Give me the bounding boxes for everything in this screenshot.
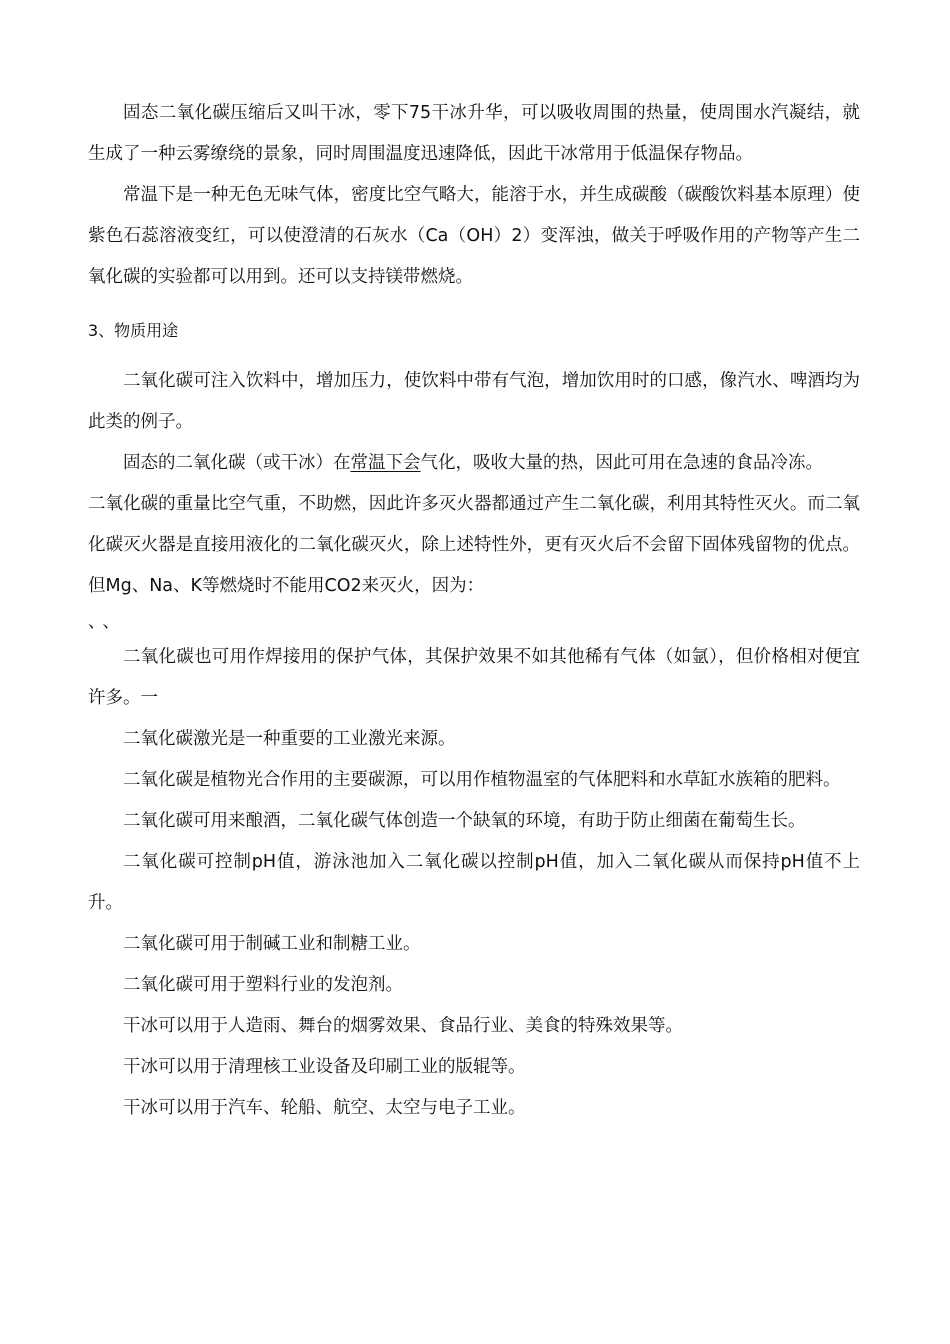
paragraph-alkali-sugar: 二氧化碳可用于制碱工业和制糖工业。 bbox=[123, 934, 421, 954]
paragraph-ph-control: 二氧化碳可控制pH值，游泳池加入二氧化碳以控制pH值，加入二氧化碳从而保持pH值不上升。 bbox=[88, 852, 860, 913]
paragraph-cleaning: 干冰可以用于清理核工业设备及印刷工业的版辊等。 bbox=[123, 1057, 526, 1077]
document-page bbox=[88, 93, 860, 1129]
paragraph-beverages: 二氧化碳可注入饮料中，增加压力，使饮料中带有气泡，增加饮用时的口感，像汽水、啤酒均为此类的例子。 bbox=[88, 371, 860, 432]
freezing-text-start: 固态的二氧化碳（或干冰）在 bbox=[123, 453, 351, 473]
paragraph-properties: 常温下是一种无色无味气体，密度比空气略大，能溶于水，并生成碳酸（碳酸饮料基本原理）使紫色石蕊溶液变红，可以使澄清的石灰水（Ca（OH）2）变浑浊，做关于呼吸作用的产物等产生二氧化碳的实验都可以用到。还可以支持镁带燃烧。 bbox=[88, 185, 860, 287]
paragraph-photosynthesis: 二氧化碳是植物光合作用的主要碳源，可以用作植物温室的气体肥料和水草缸水族箱的肥料。 bbox=[123, 770, 841, 790]
paragraph-artificial-rain: 干冰可以用于人造雨、舞台的烟雾效果、食品行业、美食的特殊效果等。 bbox=[123, 1016, 683, 1036]
paragraph-dry-ice: 固态二氧化碳压缩后又叫干冰，零下75干冰升华，可以吸收周围的热量，使周围水汽凝结，就生成了一种云雾缭绕的景象，同时周围温度迅速降低，因此干冰常用于低温保存物品。 bbox=[88, 103, 860, 164]
paragraph-wine: 二氧化碳可用来酿酒，二氧化碳气体创造一个缺氧的环境，有助于防止细菌在葡萄生长。 bbox=[123, 811, 806, 831]
paragraph-plastics: 二氧化碳可用于塑料行业的发泡剂。 bbox=[123, 975, 403, 995]
freezing-text-end: 气化，吸收大量的热，因此可用在急速的食品冷冻。 bbox=[420, 453, 823, 473]
paragraph-industries: 干冰可以用于汽车、轮船、航空、太空与电子工业。 bbox=[123, 1098, 526, 1118]
paragraph-laser: 二氧化碳激光是一种重要的工业激光来源。 bbox=[123, 729, 456, 749]
paragraph-freezing bbox=[88, 443, 860, 484]
paragraph-welding: 二氧化碳也可用作焊接用的保护气体，其保护效果不如其他稀有气体（如氩），但价格相对便宜许多。一 bbox=[88, 647, 860, 708]
underlined-text: 常温下会 bbox=[350, 453, 421, 473]
paragraph-fire-extinguisher: 二氧化碳的重量比空气重，不助燃，因此许多灭火器都通过产生二氧化碳，利用其特性灭火。而二氧化碳灭火器是直接用液化的二氧化碳灭火，除上述特性外，更有灭火后不会留下固体残留物的优点。但Mg、Na、K等燃烧时不能用CO2来灭火，因为： bbox=[88, 494, 860, 596]
section-heading-uses: 3、物质用途 bbox=[88, 321, 179, 340]
punctuation-marks: 、、 bbox=[88, 612, 126, 632]
